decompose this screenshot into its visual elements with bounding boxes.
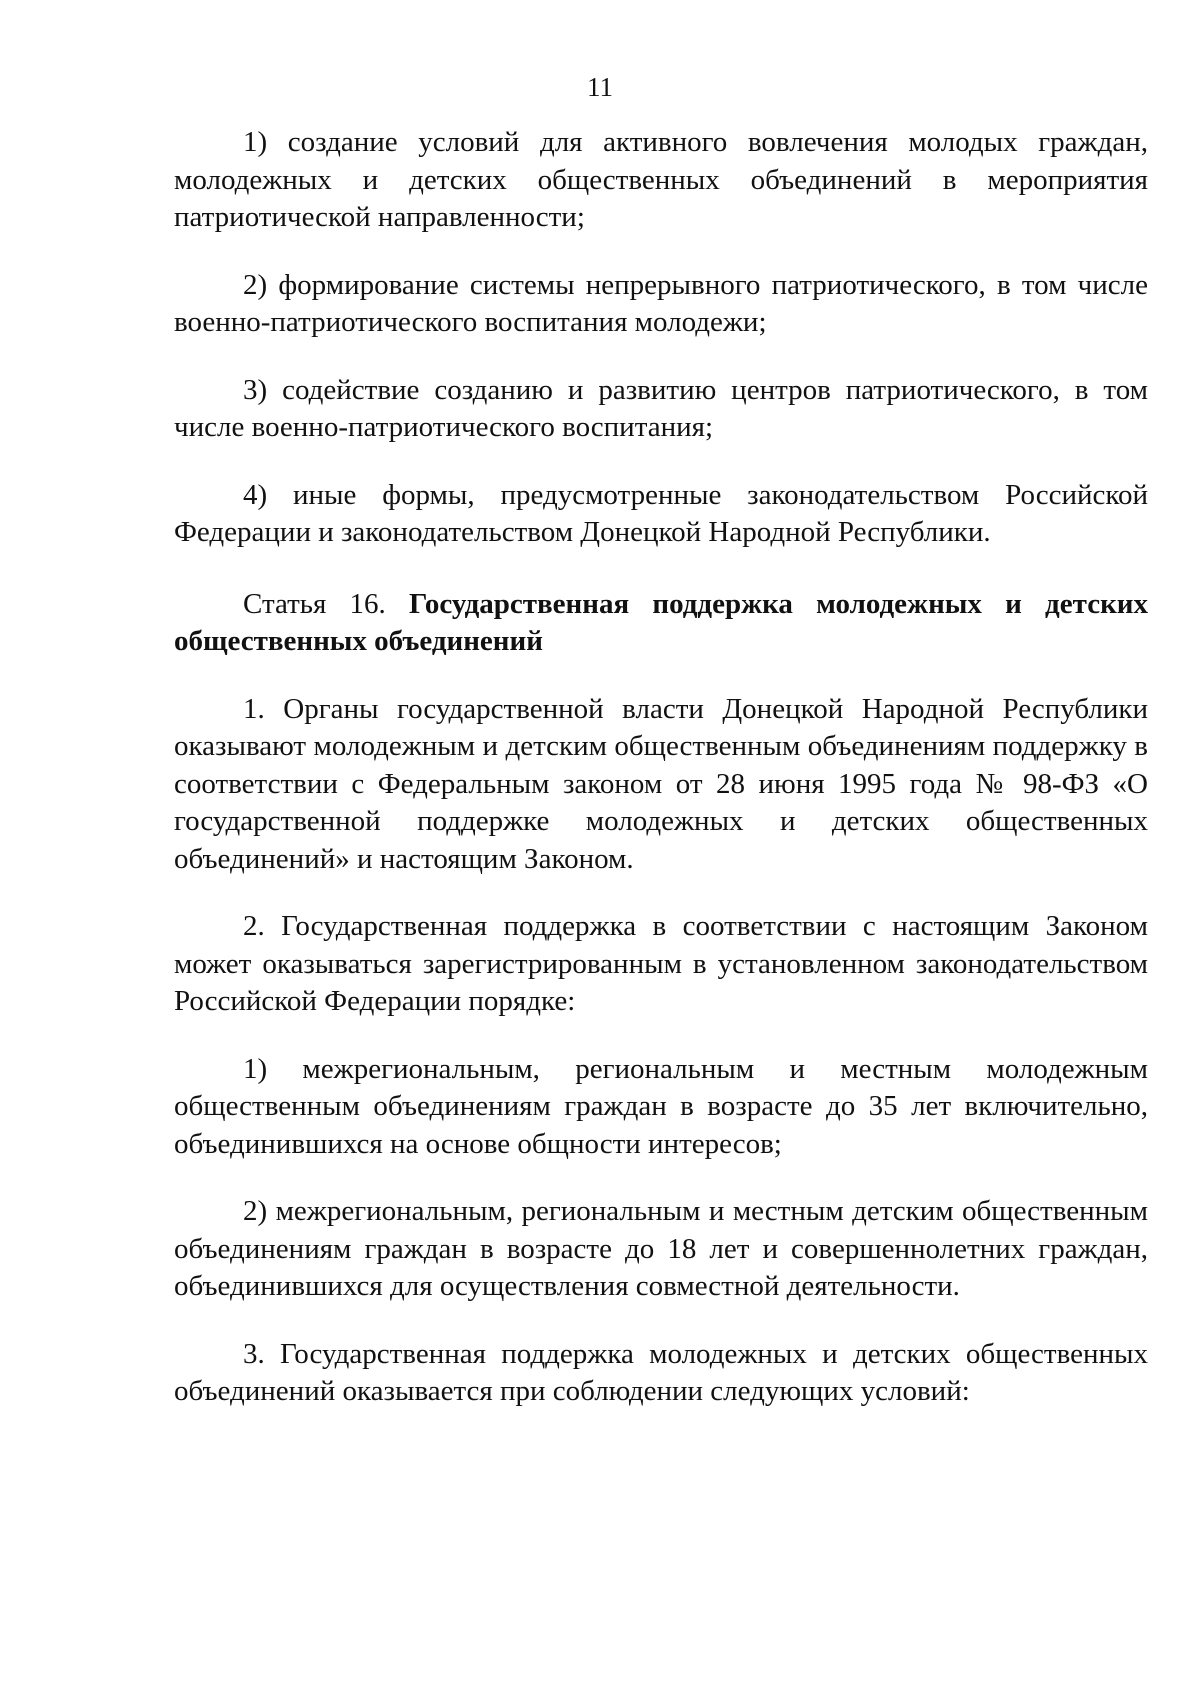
article-heading [174,586,1148,661]
list-item: 2) формирование системы непрерывного патриотического, в том числе военно-патриотического воспитания молодежи; [174,268,1148,338]
article-point: 3. Государственная поддержка молодежных и детских общественных объединений оказывается при соблюдении следующих условий: [174,1337,1148,1407]
list-item: 3) содействие созданию и развитию центров патриотического, в том числе военно-патриотического воспитания; [174,373,1148,443]
list-item: 4) иные формы, предусмотренные законодательством Российской Федерации и законодательством Донецкой Народной Республики. [174,478,1148,548]
article-point: 1) межрегиональным, региональным и местным молодежным общественным объединениям граждан в возрасте до 35 лет включительно, объединившихся на основе общности интересов; [174,1052,1148,1160]
document-body [174,124,1148,1411]
article-point: 2) межрегиональным, региональным и местным детским общественным объединениям граждан в возрасте до 18 лет и совершеннолетних граждан, объединившихся для осуществления совместной деятельности. [174,1195,1148,1302]
page-number: 11 [587,72,613,102]
article-number: Статья 16. [243,587,386,620]
article-point: 1. Органы государственной власти Донецкой Народной Республики оказывают молодежным и детским общественным объединениям поддержку в соответствии с Федеральным законом от 28 июня 1995 года № 98-ФЗ «О государственной поддержке молодежных и детских общественных объединений» и настоящим Законом. [174,692,1148,875]
list-item: 1) создание условий для активного вовлечения молодых граждан, молодежных и детских общественных объединений в мероприятия патриотической направленности; [174,126,1148,233]
article-title: Государственная поддержка молодежных и детских общественных объединений [174,587,1148,657]
article-point: 2. Государственная поддержка в соответствии с настоящим Законом может оказываться зарегистрированным в установленном законодательством Российской Федерации порядке: [174,910,1148,1017]
